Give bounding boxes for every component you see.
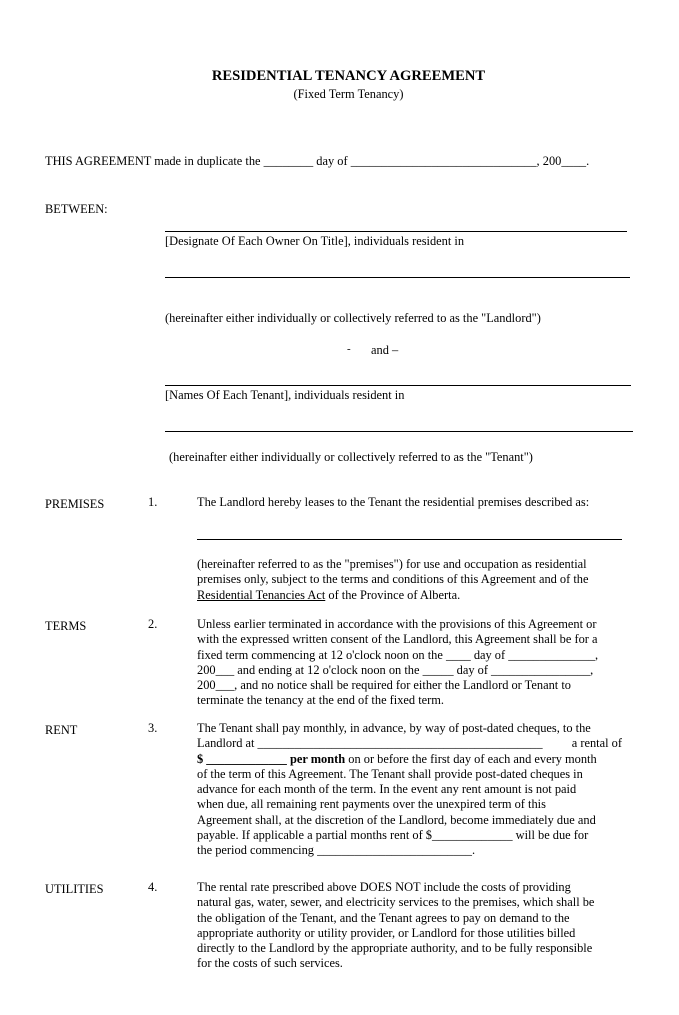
paragraph-line: 200___ and ending at 12 o'clock noon on the _____ day of ________________, [197,662,594,677]
paragraph-line: when due, all remaining rent payments over the unexpired term of this [197,797,546,812]
paragraph-line [197,736,622,751]
paragraph-line: fixed term commencing at 12 o'clock noon on the ____ day of ______________, [197,647,599,662]
document-subtitle: (Fixed Term Tenancy) [293,87,404,101]
paragraph-line: the period commencing _________________________. [197,843,476,858]
paragraph-line: directly to the Landlord by the appropriate authority, and to be fully responsible [197,941,593,956]
section-label-premises: PREMISES [45,497,105,511]
payment-schedule-text: on or before the first day of each and every month [345,751,597,766]
rent-paragraph [197,721,622,859]
paragraph-line: premises only, subject to the terms and conditions of this Agreement and of the [197,572,589,587]
agreement-intro: THIS AGREEMENT made in duplicate the ________ day of ______________________________, 200____. [45,154,590,168]
document-title: RESIDENTIAL TENANCY AGREEMENT [211,68,486,84]
terms-paragraph [197,617,637,709]
paragraph-line: the obligation of the Tenant, and the Tenant agrees to pay on demand to the [197,910,570,925]
between-label: BETWEEN: [45,202,108,216]
utilities-paragraph [197,880,637,972]
section-label-terms: TERMS [45,619,87,633]
paragraph-line: payable. If applicable a partial months rent of $_____________ will be due for [197,828,589,843]
paragraph-line [197,588,637,603]
landlord-residence-line [165,277,630,278]
paragraph-line: The rental rate prescribed above DOES NOT include the costs of providing [197,880,571,894]
landlord-reference: (hereinafter either individually or collectively referred to as the "Landlord") [165,311,541,325]
section-number: 3. [148,721,158,735]
paragraph-line: with the expressed written consent of the Landlord, this Agreement shall be for a [197,632,598,647]
paragraph-line: of the term of this Agreement. The Tenant shall provide post-dated cheques in [197,766,583,781]
paragraph-line: Unless earlier terminated in accordance with the provisions of this Agreement or [197,617,597,631]
and-separator: and – [371,343,399,357]
paragraph-line: The Tenant shall pay monthly, in advance, by way of post-dated cheques, to the [197,721,591,735]
landlord-name-line [165,231,627,232]
tenant-residence-line [165,431,633,432]
paragraph-line: appropriate authority or utility provider, or Landlord for those utilities billed [197,925,576,940]
paragraph-line: (hereinafter referred to as the "premises") for use and occupation as residential [197,557,587,571]
section-number: 4. [148,880,158,894]
premises-intro: The Landlord hereby leases to the Tenant the residential premises described as: [197,495,590,509]
act-suffix: of the Province of Alberta. [325,587,461,602]
premises-paragraph [197,557,637,603]
paragraph-line [197,752,622,767]
per-month-text: per month [289,751,346,766]
tenant-reference: (hereinafter either individually or collectively referred to as the "Tenant") [169,450,533,464]
tenant-name-line [165,385,631,386]
paragraph-line: advance for each month of the term. In the event any rent amount is not paid [197,782,577,797]
rent-amount-blank: $ _____________ [197,751,287,766]
act-name: Residential Tenancies Act [197,587,326,602]
paragraph-line: natural gas, water, sewer, and electricity services to the premises, which shall be [197,895,595,910]
premises-description-line [197,539,622,540]
landlord-designation: [Designate Of Each Owner On Title], individuals resident in [165,234,465,248]
paragraph-line: 200___, and no notice shall be required for either the Landlord or Tenant to [197,678,571,693]
paragraph-line: terminate the tenancy at the end of the fixed term. [197,693,445,708]
tenant-designation: [Names Of Each Tenant], individuals resident in [165,388,405,402]
section-number: 2. [148,617,158,631]
section-label-utilities: UTILITIES [45,882,104,896]
section-label-rent: RENT [45,723,78,737]
rental-of-text: a rental of [571,736,622,751]
section-number: 1. [148,495,158,509]
payment-location-blank: Landlord at ______________________________________________ [197,736,543,751]
paragraph-line: Agreement shall, at the discretion of the Landlord, become immediately due and [197,812,596,827]
paragraph-line: for the costs of such services. [197,956,343,971]
and-dash: - [347,343,351,355]
